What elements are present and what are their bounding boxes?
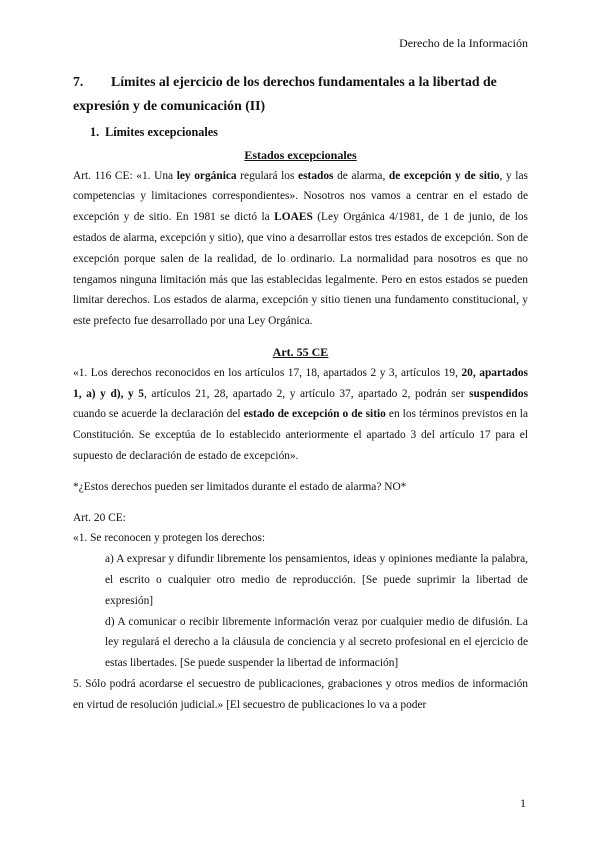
bold-run: LOAES [274, 211, 313, 224]
art20-intro: «1. Se reconocen y protegen los derechos: [73, 532, 265, 545]
text-run: , artículos 21, 28, apartado 2, y artículo 37, apartado 2, podrán ser [143, 387, 470, 400]
art20-item-5: 5. Sólo podrá acordarse el secuestro de publicaciones, grabaciones y otros medios de información en virtud de resolución judicial.» [El secuestro de publicaciones lo va a poder [73, 677, 528, 711]
question-note: *¿Estos derechos pueden ser limitados durante el estado de alarma? NO* [73, 480, 407, 493]
text-run: (Ley Orgánica 4/1981, de 1 de junio, de los estados de alarma, excepción y sitio), que vino a desarrollar estos tres estados de excepción. Son de excepción porque salen de la realidad, de lo ordinario. La normalidad para nosotros es que no tengamos ninguna limitación más que las establecidas legalmente. Pero en estos estados se pueden limitar derechos. Los estados de alarma, excepción y sitio tienen una fundamento constitucional, y este prefecto fue desarrollado por una Ley Orgánica. [73, 211, 528, 328]
subsection-heading [90, 122, 528, 143]
bold-run: de excepción y de sitio [388, 169, 500, 182]
subsection-number: 1. [90, 125, 100, 139]
text-run: regulará los [236, 169, 299, 182]
section-title-estados: Estados excepcionales [244, 147, 357, 162]
paragraph-art55 [73, 363, 528, 467]
chapter-title: Límites al ejercicio de los derechos fundamentales a la libertad de expresión y de comunicación (II) [73, 74, 497, 113]
bold-run: suspendidos [469, 387, 528, 400]
text-run: , y las competencias y limitaciones correspondientes». Nosotros nos vamos a centrar en el estado de excepción y de sitio. En 1981 se dictó la [73, 169, 528, 224]
bold-run: ley orgánica [176, 169, 237, 182]
text-run: de alarma, [333, 169, 389, 182]
page-number: 1 [520, 796, 526, 810]
text-run: cuando se acuerde la declaración del [73, 408, 244, 421]
section-title-art55: Art. 55 CE [272, 344, 329, 359]
text-run: Art. 116 CE: «1. Una [73, 169, 177, 182]
art20-label: Art. 20 CE: [73, 511, 126, 524]
bold-run: estados [298, 169, 334, 182]
chapter-heading [73, 70, 528, 118]
subsection-title: Límites excepcionales [105, 125, 218, 139]
art20-item-a: a) A expresar y difundir libremente los pensamientos, ideas y opiniones mediante la palabra, el escrito o cualquier otro medio de reproducción. [Se puede suprimir la libertad de expresión] [105, 553, 528, 607]
page-content [73, 70, 528, 716]
chapter-number: 7. [73, 74, 84, 89]
art20-item-d: d) A comunicar o recibir libremente información veraz por cualquier medio de difusión. La ley regulará el derecho a la cláusula de conciencia y al secreto profesional en el ejercicio de estas libertades. [Se puede suspender la libertad de información] [105, 615, 528, 670]
text-run: en los términos previstos en la Constitución. Se exceptúa de lo establecido anteriormente el apartado 3 del artículo 17 para el supuesto de declaración de estado de excepción». [73, 408, 529, 462]
bold-run: 20, apartados 1, a) y d), y 5 [73, 366, 528, 400]
running-header: Derecho de la Información [399, 36, 528, 50]
text-run: «1. Los derechos reconocidos en los artículos 17, 18, apartados 2 y 3, artículos 19, [73, 366, 462, 379]
paragraph-art116 [73, 166, 528, 332]
bold-run: estado de excepción o de sitio [243, 408, 386, 421]
